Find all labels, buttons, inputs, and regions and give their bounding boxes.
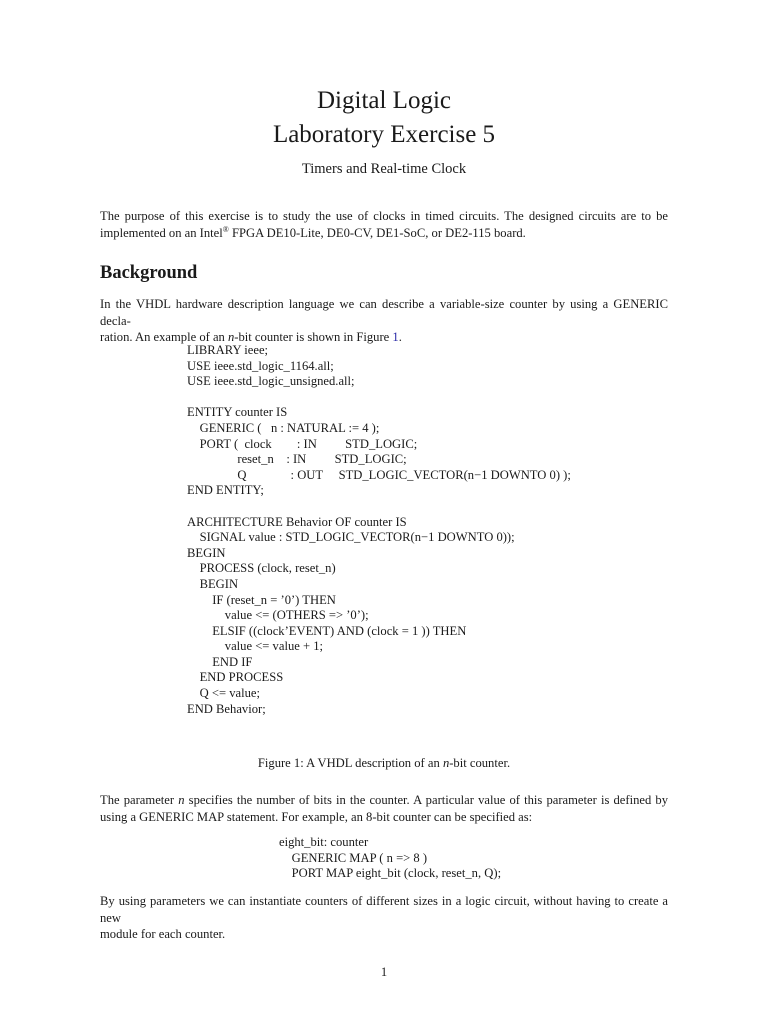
intro-paragraph: [100, 208, 668, 241]
code-line: Q : OUT STD_LOGIC_VECTOR(n−1 DOWNTO 0) );: [187, 467, 571, 482]
code-line: eight_bit: counter: [279, 835, 369, 849]
figure-caption: [0, 756, 768, 771]
code-line: GENERIC MAP ( n => 8 ): [279, 850, 428, 865]
code-line: IF (reset_n = ’0’) THEN: [187, 592, 336, 607]
closing-paragraph: [100, 893, 668, 943]
caption-tail: -bit counter.: [449, 756, 511, 770]
code-line: PROCESS (clock, reset_n): [187, 561, 336, 576]
code-line: GENERIC ( n : NATURAL := 4 );: [187, 420, 380, 435]
code-line: ELSIF ((clock’EVENT) AND (clock = 1 )) THEN: [187, 623, 467, 638]
parameter-line-1-text: The parameter: [100, 793, 179, 807]
intro-line-2: [100, 225, 668, 242]
background-paragraph: [100, 296, 668, 346]
background-line-2-tail: .: [398, 330, 402, 344]
code-line: END PROCESS: [187, 670, 284, 685]
section-heading-background: Background: [100, 263, 198, 283]
caption-text: Figure 1: A VHDL description of an: [257, 756, 443, 770]
closing-line-2: module for each counter.: [100, 927, 226, 941]
code-line: PORT MAP eight_bit (clock, reset_n, Q);: [279, 866, 502, 881]
code-line: value <= value + 1;: [187, 639, 324, 654]
document-title-line-2: Laboratory Exercise 5: [272, 121, 496, 148]
page-number: 1: [380, 965, 388, 979]
intro-line-2-tail: FPGA DE10-Lite, DE0-CV, DE1-SoC, or DE2-115 board.: [228, 225, 526, 240]
code-line: [187, 499, 571, 515]
code-line: END Behavior;: [187, 701, 266, 716]
instantiation-code-listing: [279, 835, 501, 882]
code-line: LIBRARY ieee;: [187, 343, 269, 357]
code-line: USE ieee.std_logic_unsigned.all;: [187, 374, 355, 389]
parameter-line-2: using a GENERIC MAP statement. For example, an 8-bit counter can be specified as:: [100, 809, 533, 824]
closing-line-1: By using parameters we can instantiate counters of different sizes in a logic circuit, without having to create a new: [100, 894, 668, 925]
code-line: ARCHITECTURE Behavior OF counter IS: [187, 514, 407, 529]
code-line: SIGNAL value : STD_LOGIC_VECTOR(n−1 DOWNTO 0));: [187, 530, 515, 545]
code-line: BEGIN: [187, 545, 226, 560]
code-line: reset_n : IN STD_LOGIC;: [187, 452, 407, 467]
background-line-2-text: ration. An example of an: [100, 330, 228, 344]
intro-line-1: The purpose of this exercise is to study the use of clocks in timed circuits. The designed circuits are to be: [100, 209, 668, 223]
code-line: USE ieee.std_logic_1164.all;: [187, 358, 334, 373]
parameter-line-1-tail: specifies the number of bits in the counter. A particular value of this parameter is defined by: [184, 793, 669, 807]
background-line-1: In the VHDL hardware description language we can describe a variable-size counter by using a GENERIC decla-: [100, 297, 668, 328]
code-line: value <= (OTHERS => ’0’);: [187, 608, 369, 623]
variable-n: n: [228, 330, 235, 344]
intro-line-2-text: implemented on an Intel: [100, 225, 223, 240]
parameter-variable-n: n: [178, 793, 185, 807]
document-subtitle: Timers and Real-time Clock: [301, 161, 467, 177]
code-line: [187, 390, 571, 406]
code-line: END ENTITY;: [187, 483, 264, 498]
figure-reference-link[interactable]: 1: [392, 330, 399, 344]
code-line: Q <= value;: [187, 686, 260, 701]
code-line: ENTITY counter IS: [187, 405, 288, 420]
code-line: BEGIN: [187, 576, 239, 591]
parameter-paragraph: [100, 792, 668, 825]
background-line-2-mid: -bit counter is shown in Figure: [234, 330, 393, 344]
caption-variable-n: n: [442, 756, 450, 770]
registered-trademark: ®: [222, 224, 229, 234]
document-title-line-1: Digital Logic: [317, 87, 451, 114]
code-line: PORT ( clock : IN STD_LOGIC;: [187, 436, 418, 451]
parameter-line-1: [100, 792, 668, 809]
vhdl-code-listing: [187, 343, 571, 717]
code-line: END IF: [187, 654, 253, 669]
